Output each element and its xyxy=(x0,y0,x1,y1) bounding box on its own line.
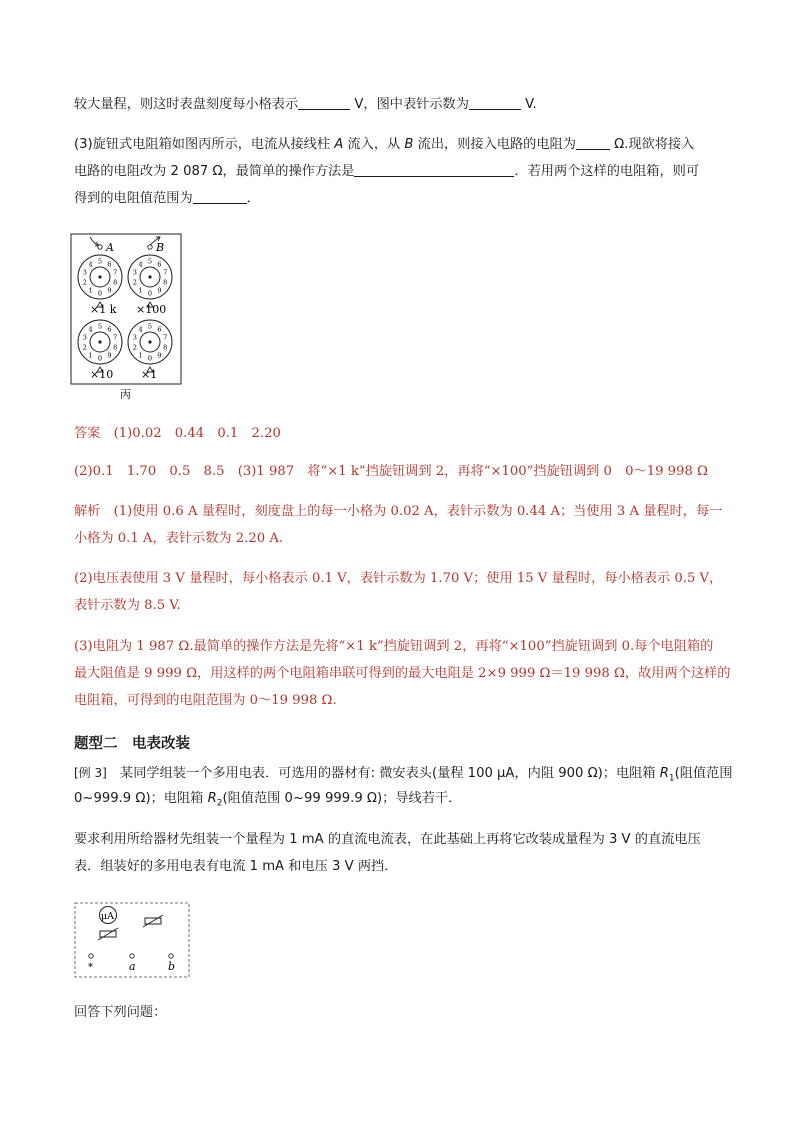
q3-text: (3)旋钮式电阻箱如图丙所示，电流从接线柱 xyxy=(74,137,335,152)
example-text: (阻值范围 0~99 999.9 Ω)；导线若干． xyxy=(222,791,462,806)
answer-label: 答案 xyxy=(74,426,101,441)
microammeter-label: μA xyxy=(101,911,115,922)
dial-digit: 1 xyxy=(88,351,93,360)
section-title: 题型二 电表改装 xyxy=(74,736,190,752)
analysis-line-3 xyxy=(74,570,722,588)
dial-digit: 7 xyxy=(163,333,168,342)
dial-digit: 8 xyxy=(163,343,168,352)
terminal-b-label: B xyxy=(156,241,165,254)
analysis-line-6 xyxy=(74,665,730,683)
dial-digit: 2 xyxy=(82,278,87,287)
example3-line-4 xyxy=(74,858,397,876)
dial-digit: 6 xyxy=(157,325,162,334)
example-label: [例 3] xyxy=(74,766,107,780)
answer-blank xyxy=(193,190,247,204)
analysis-text: (1)使用 0.6 A 量程时，刻度盘上的每一小格为 0.02 A，表针示数为 0.44 A；当使用 3 A 量程时，每一 xyxy=(113,504,723,519)
dial-digit: 1 xyxy=(88,286,93,295)
dial-digit: 0 xyxy=(147,354,153,363)
analysis-line-2 xyxy=(74,530,283,548)
dial-label-x1: ×1 xyxy=(141,368,158,381)
dial-label-x10: ×10 xyxy=(90,368,114,381)
analysis-line-1 xyxy=(74,503,722,521)
dial-digit: 3 xyxy=(132,333,137,342)
dial-digit: 9 xyxy=(157,351,162,360)
answer-prompt: 回答下列问题： xyxy=(74,1005,167,1020)
dial-digit: 8 xyxy=(113,343,118,352)
dial-x100 xyxy=(128,255,172,307)
dial-digit: 6 xyxy=(107,325,112,334)
terminal-a-ref: A xyxy=(334,137,344,152)
dial-hub xyxy=(98,340,101,343)
example-text: 表．组装好的多用电表有电流 1 mA 和电压 3 V 两挡． xyxy=(74,859,398,874)
q2-text: V. xyxy=(525,97,537,112)
example-text: 0~999.9 Ω)；电阻箱 xyxy=(74,791,208,806)
dial-digit: 5 xyxy=(97,322,103,331)
dial-digit: 2 xyxy=(132,343,137,352)
example-text: (阻值范围 xyxy=(674,766,733,781)
dial-digit: 9 xyxy=(107,351,112,360)
q3-text: ．若用两个这样的电阻箱，则可 xyxy=(514,164,700,179)
example3-line-3 xyxy=(74,831,701,849)
dial-digit: 4 xyxy=(138,260,143,269)
answer-blank xyxy=(469,96,521,110)
analysis-line-4 xyxy=(74,597,181,615)
answer-text: (1)0.02 0.44 0.1 2.20 xyxy=(113,426,281,441)
answer-blank xyxy=(298,96,350,110)
dial-digit: 6 xyxy=(157,260,162,269)
example3-line-1 xyxy=(74,764,733,788)
example-text: 某同学组装一个多用电表．可选用的器材有: 微安表头(量程 100 μA，内阻 900 Ω)；电阻箱 xyxy=(106,766,660,781)
answer-text: (2)0.1 1.70 0.5 8.5 (3)1 987 将“×1 k”挡旋钮调到 2，再将“×100”挡旋钮调到 0 0～19 998 Ω xyxy=(74,464,708,479)
analysis-text: 电阻箱，可得到的电阻范围为 0～19 998 Ω. xyxy=(74,693,337,708)
dial-digit: 7 xyxy=(113,333,118,342)
q3-line-3 xyxy=(74,190,260,208)
example-text: 要求利用所给器材先组装一个量程为 1 mA 的直流电流表，在此基础上再将它改装成量程为 3 V 的直流电压 xyxy=(74,832,701,847)
dial-digit: 2 xyxy=(82,343,87,352)
analysis-line-7 xyxy=(74,692,337,710)
analysis-text: 小格为 0.1 A，表针示数为 2.20 A. xyxy=(74,531,284,546)
dial-digit: 8 xyxy=(113,278,118,287)
dial-digit: 5 xyxy=(147,322,153,331)
answer-blank xyxy=(354,163,514,177)
dial-digit: 0 xyxy=(97,354,103,363)
dial-digit: 3 xyxy=(82,268,87,277)
dial-label-x100: ×100 xyxy=(136,303,167,316)
q3-text: ． xyxy=(246,191,260,206)
q3-text: 流入，从 xyxy=(343,137,405,152)
answer-blank xyxy=(576,136,610,150)
dial-hub xyxy=(148,340,151,343)
dial-digit: 2 xyxy=(132,278,137,287)
dial-digit: 7 xyxy=(113,268,118,277)
q3-text: 得到的电阻值范围为 xyxy=(74,191,193,206)
r1-subscript: 1 xyxy=(668,773,675,784)
dial-hub xyxy=(148,275,151,278)
answer-line-1 xyxy=(74,425,281,443)
answer-line-2 xyxy=(74,463,708,481)
terminal-a-label: a xyxy=(129,960,136,973)
q2-text: 较大量程，则这时表盘刻度每小格表示 xyxy=(74,97,299,112)
q2-text: V，图中表针示数为 xyxy=(354,97,469,112)
analysis-text: (2)电压表使用 3 V 量程时，每小格表示 0.1 V，表针示数为 1.70 V；使用 15 V 量程时，每小格表示 0.5 V， xyxy=(74,571,723,586)
terminal-b xyxy=(169,954,173,958)
analysis-text: 表针示数为 8.5 V. xyxy=(74,598,181,613)
dial-hub xyxy=(98,275,101,278)
dial-digit: 4 xyxy=(138,325,143,334)
dial-digit: 4 xyxy=(88,260,93,269)
dial-digit: 0 xyxy=(97,289,103,298)
dial-digit: 1 xyxy=(138,286,143,295)
dial-digit: 3 xyxy=(132,268,137,277)
dial-digit: 4 xyxy=(88,325,93,334)
q3-line-1 xyxy=(74,136,694,154)
analysis-text: (3)电阻为 1 987 Ω.最简单的操作方法是先将“×1 k”挡旋钮调到 2，再将“×100”挡旋钮调到 0.每个电阻箱的 xyxy=(74,639,714,654)
dial-digit: 5 xyxy=(97,257,103,266)
dial-digit: 7 xyxy=(163,268,168,277)
dial-digit: 1 xyxy=(138,351,143,360)
resistance-box-figure xyxy=(70,232,182,402)
q3-text: 流出，则接入电路的电阻为 xyxy=(413,137,576,152)
analysis-text: 最大阻值是 9 999 Ω，用这样的两个电阻箱串联可得到的最大电阻是 2×9 999 Ω＝19 998 Ω，故用两个这样的 xyxy=(74,666,731,681)
terminal-b-ref: B xyxy=(404,137,414,152)
q3-text: Ω.现欲将接入 xyxy=(614,137,695,152)
dial-digit: 5 xyxy=(147,257,153,266)
r2-subscript: 2 xyxy=(216,798,223,809)
dial-x10 xyxy=(78,320,122,372)
dial-label-x1k: ×1 k xyxy=(90,303,117,316)
analysis-label: 解析 xyxy=(74,504,101,519)
dial-x1k xyxy=(78,255,122,307)
terminal-star-label: * xyxy=(88,962,93,973)
dial-digit: 0 xyxy=(147,289,153,298)
figure-caption: 丙 xyxy=(120,388,131,401)
dial-digit: 6 xyxy=(107,260,112,269)
terminal-a-post xyxy=(98,245,102,249)
terminal-a-label: A xyxy=(106,241,114,254)
terminal-b-label: b xyxy=(168,960,176,973)
terminal-b-post xyxy=(148,245,152,249)
dial-digit: 8 xyxy=(163,278,168,287)
meter-circuit-figure xyxy=(74,902,190,978)
dial-x1 xyxy=(128,320,172,372)
terminal-star xyxy=(89,954,93,958)
r1-symbol: R xyxy=(659,766,669,781)
dial-digit: 9 xyxy=(107,286,112,295)
dial-digit: 9 xyxy=(157,286,162,295)
dial-digit: 3 xyxy=(82,333,87,342)
analysis-line-5 xyxy=(74,638,713,656)
q2-tail-line xyxy=(74,96,537,114)
r2-symbol: R xyxy=(207,791,217,806)
terminal-a xyxy=(130,954,134,958)
example3-line-2 xyxy=(74,790,461,813)
q3-text: 电路的电阻改为 2 087 Ω，最简单的操作方法是 xyxy=(74,164,355,179)
q3-line-2 xyxy=(74,163,699,181)
